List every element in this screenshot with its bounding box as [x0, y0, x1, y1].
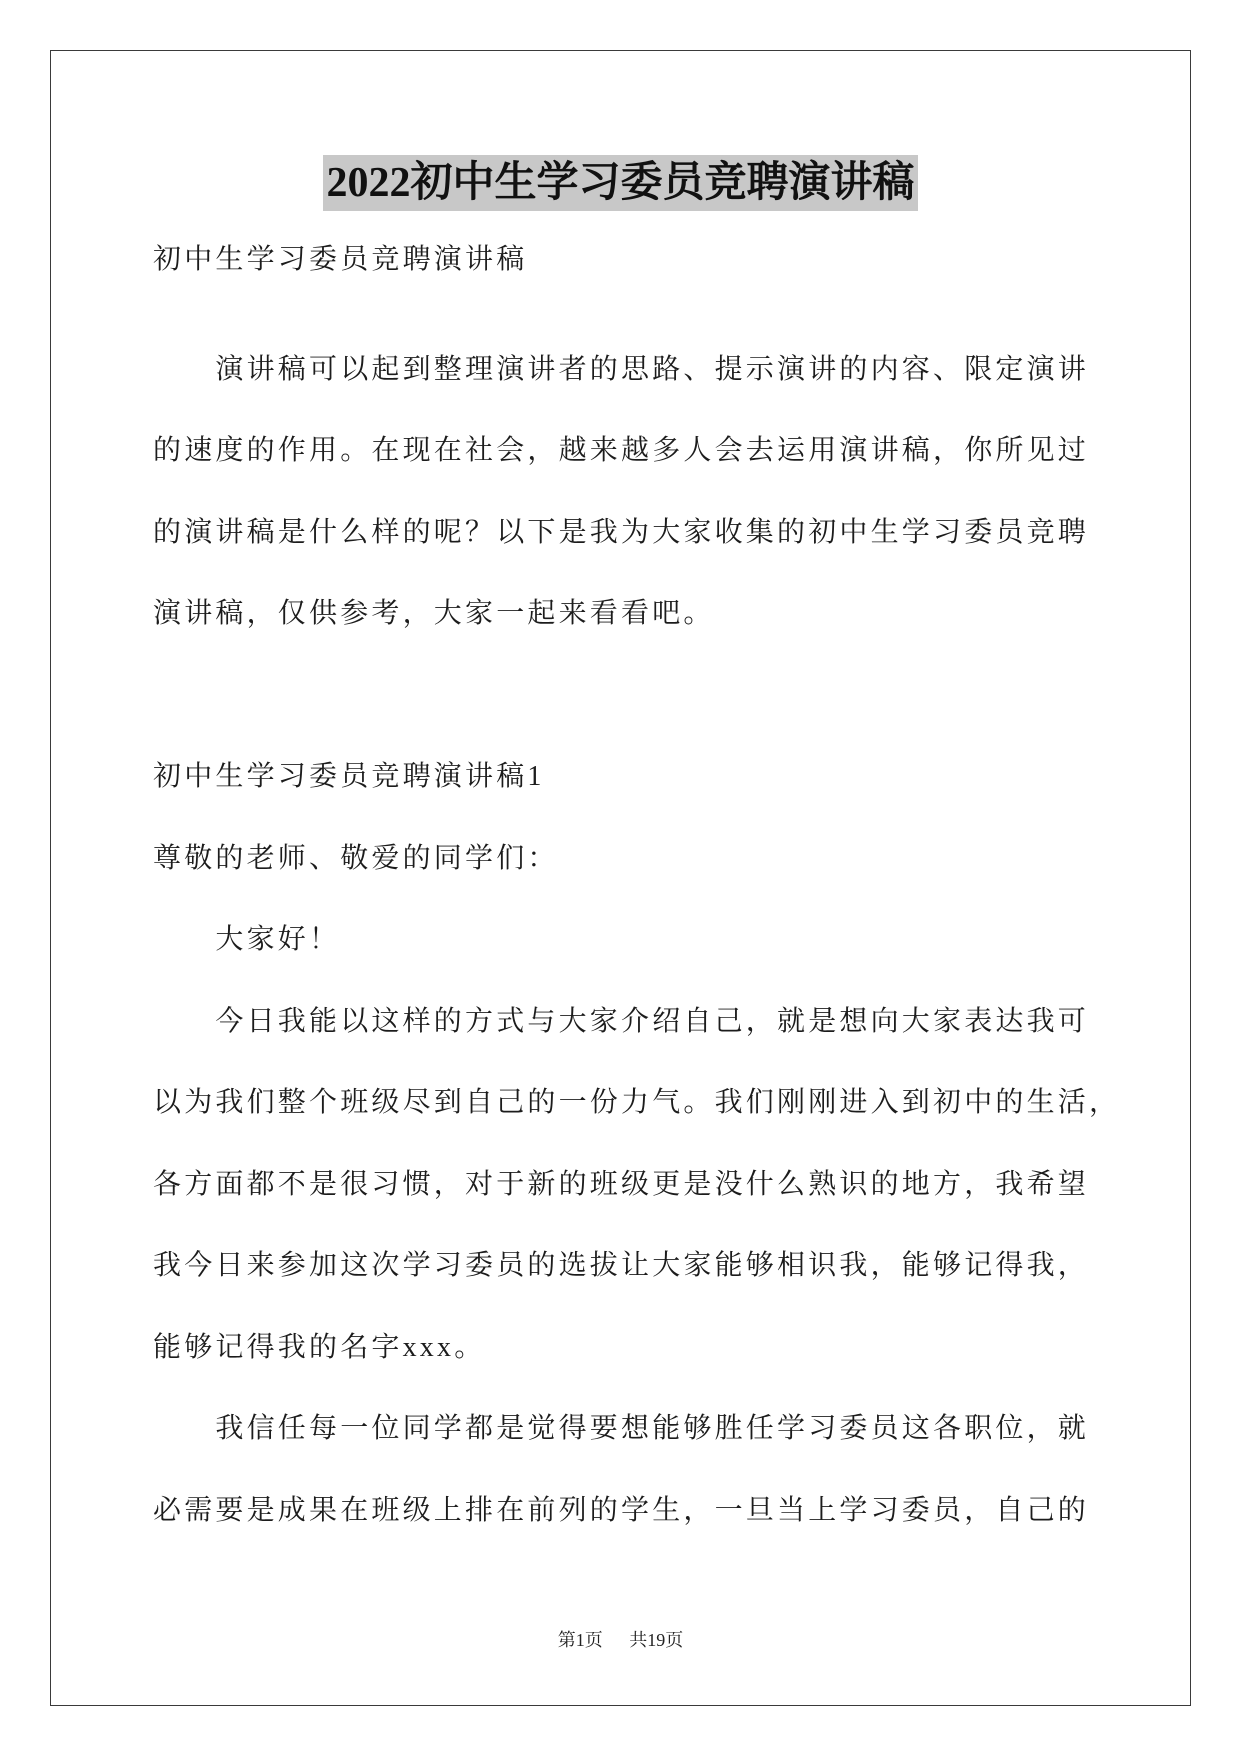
- paragraph-line: 必需要是成果在班级上排在前列的学生，一旦当上学习委员，自己的: [153, 1494, 1090, 1526]
- paragraph-line: 的演讲稿是什么样的呢？以下是我为大家收集的初中生学习委员竞聘: [153, 516, 1090, 548]
- speech-paragraph-1: [153, 981, 1121, 1389]
- document-subtitle: 初中生学习委员竞聘演讲稿: [153, 244, 528, 275]
- paragraph-line: 演讲稿，仅供参考，大家一起来看看吧。: [153, 598, 715, 629]
- speech-paragraph-2: [153, 1388, 1093, 1551]
- paragraph-line: 以为我们整个班级尽到自己的一份力气。我们刚刚进入到初中的生活，: [153, 1087, 1121, 1118]
- document-title: 2022初中生学习委员竞聘演讲稿: [323, 155, 917, 211]
- document-body: [153, 219, 1121, 1551]
- section-heading: 初中生学习委员竞聘演讲稿1: [153, 761, 545, 792]
- salutation: 尊敬的老师、敬爱的同学们：: [153, 842, 559, 874]
- page-number: 第1页: [557, 1630, 603, 1650]
- paragraph-line: 演讲稿可以起到整理演讲者的思路、提示演讲的内容、限定演讲: [215, 353, 1089, 385]
- page-footer: [0, 1628, 1241, 1652]
- paragraph-line: 各方面都不是很习惯，对于新的班级更是没什么熟识的地方，我希望: [153, 1168, 1090, 1200]
- paragraph-line: 的速度的作用。在现在社会，越来越多人会去运用演讲稿，你所见过: [153, 435, 1090, 466]
- title-container: [0, 155, 1241, 211]
- paragraph-line: 今日我能以这样的方式与大家介绍自己，就是想向大家表达我可: [215, 1005, 1089, 1037]
- paragraph-line: 我今日来参加这次学习委员的选拔让大家能够相识我，能够记得我，: [153, 1250, 1090, 1281]
- greeting: 大家好！: [215, 924, 341, 955]
- intro-paragraph: [153, 329, 1093, 655]
- paragraph-line: 能够记得我的名字xxx。: [153, 1331, 486, 1363]
- page-total: 共19页: [629, 1630, 684, 1650]
- paragraph-line: 我信任每一位同学都是觉得要想能够胜任学习委员这各职位，就: [215, 1413, 1089, 1444]
